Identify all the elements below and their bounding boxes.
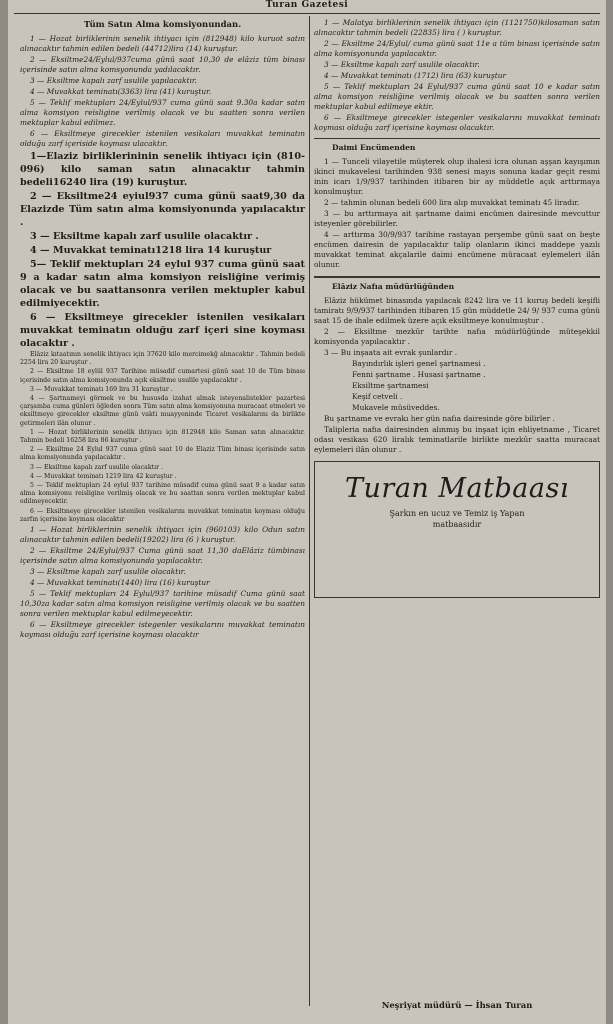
newspaper-page: [8, 0, 606, 1024]
left-column: [20, 18, 305, 641]
notice-paragraph: 4 — Muvakkat teminatı1218 lira 14 kuruştur: [30, 245, 272, 256]
notice-paragraph: 2 — Eksiltme 18 eylül 937 Tarihine müsadif cumartesi günü saat 10 de Tüm binası içerisinde satın alma komsiyonunda açık eksiltme usulile yapılacaktır .: [20, 368, 305, 384]
notice-hozat-odun: [20, 525, 305, 640]
notice-elaziz-saman: [20, 150, 305, 350]
notice-paragraph: 1—Elaziz birliklerininin senelik ihtiyacı için (810-096) kilo saman satın alınacaktır tahmin bedeli16240 lira (19) kuruştur.: [20, 151, 305, 188]
notice-paragraph: Bu şartname ve evrakı her gün nafıa dairesinde göre bilirler .: [324, 414, 555, 423]
notice-paragraph: 1 — Hozat birliklerinin senelik ihtiyacı için (960103) kilo Odun satın alınacaktır tahmin edilen bedeli(19202) lira (6 ) kuruştur.: [20, 525, 305, 545]
advert-box: [314, 461, 600, 598]
notice-paragraph: 4 — arttırma 30/9/937 tarihine rastayan perşembe günü saat on beşte encümen dairesin de yapılacaktır talip olanların ikinci maddepe yazılı muvakkat teminat akçalarile daimi encümene müracaat eylemeleri ilân olunur.: [314, 230, 600, 269]
notice-paragraph: 4 — Muvakkat teminatı (1712) lira (63) kuruştur: [324, 71, 506, 80]
notice-paragraph: 1 — Tunceli vilayetile müşterek olup ihalesi icra olunan aşşan kayışımın ikinci mukavelesi tarihinden 938 senesi mayıs sonuna kadar geçit resmi inin icarı 1/9/937 tarihinden itibaren bir ay müddetle açık arttırmaya konulmuştur.: [314, 157, 600, 196]
section-rule: [314, 138, 600, 139]
top-rule: [14, 13, 600, 14]
notice-paragraph: 3 — Eksiltme kapalı zarf usulile olacaktır.: [30, 567, 186, 577]
notice-paragraph: 3 — Eksiltme kapalı zarf usulile olacaktır .: [30, 463, 163, 471]
notice-paragraph: 6 — Eksiltmeye girecekler istegenler vesikalarını muvakkat teminatı koyması olduğu zarf içerisine koyması olacaktır.: [314, 113, 600, 132]
list-item: Mukavele müsüveddes.: [352, 403, 440, 412]
publisher-footer: Neşriyat müdürü — İhsan Turan: [381, 1000, 533, 1010]
notice-hozat-kuruot: [20, 34, 305, 149]
notice-paragraph: 5 — Teklif mektupları 24 eylul 937 tarihine müsadif cuma günü saat 9 a kadar satın alma komsiyonu reisligine verilmiş olacak ve bu saattan sonra verilen mektuplar kabul edilmeyecektir.: [20, 482, 305, 506]
notice-paragraph: Elâziz kıtaatının senelik ihtiyacı için 37620 kilo mercimekğ alınacaktır . Tahmin bedeli 2254 lira 20 kuruştur .: [20, 351, 305, 367]
notice-paragraph: 3 — bu arttırmaya ait şartname daimi encümen dairesinde mevcuttur isteyenler görebilirler.: [314, 209, 600, 228]
notice-paragraph: 2 — Eksiltme 24/Eylul/ cuma günü saat 11e a tüm binası içerisinde satın alma komisyonunda yapılacaktır.: [314, 39, 600, 58]
notice-mercimek: [20, 351, 305, 428]
masthead-title: Turan Gazetesi: [265, 0, 349, 10]
daimi-encumen-heading: Daimi Encümenden: [332, 143, 416, 152]
notice-paragraph: 3 — Eksiltme kapalı zarf usulile olacaktır.: [324, 60, 480, 69]
notice-paragraph: Talipleria nafıa dairesinden alınmış bu inşaat için ehliyetname , Ticaret odası vesikası 620 liralık teminatlarile birlikte mezkûr saatta muracaat eylemeleri ilân olunur .: [314, 425, 600, 454]
notice-paragraph: 3 — Bu inşaata ait evrak şunlardır .: [324, 348, 458, 357]
notice-paragraph: 2 — Eksiltme24/Eylul/937cuma günü saat 10,30 de elâziz tüm binası içerisinde satın alma komsyonunda yadılacaktır.: [20, 55, 305, 74]
notice-paragraph: 3 — Eksiltme kapalı zarf usulile olacaktır .: [30, 231, 259, 242]
section-rule: [314, 276, 600, 278]
right-column: [314, 18, 600, 598]
left-heading: Tüm Satın Alma komsiyonundan.: [83, 20, 242, 30]
notice-paragraph: 4 — Şartnameyi görmek ve bu hususda izahat almak isteyenalistekler pazartesi çarşamba cuma günleri öğleden sonra Tüm satın alma komsiyonuna muracaat etmeleri ve eksiltmeye girecekler eksiltme günü vakti muayyeninde Ticaret vesikalarını da birlikte getirmeleri ilân olunur .: [20, 395, 305, 427]
notice-paragraph: 3 — Muvakkat teminatı 169 lira 31 kuruştur .: [30, 385, 173, 393]
advert-title: Turan Matbaası: [345, 473, 569, 504]
notice-paragraph: 2 — Eksiltme mezkûr tarihte nafıa müdürlüğünde müteşekkil komisyonda yapılacaktır .: [314, 327, 600, 346]
notice-paragraph: 4 — Muvakkat teminatı 1219 lira 42 kuruştur .: [30, 472, 177, 480]
list-item: Eksiltme şartnamesi: [352, 381, 429, 390]
notice-hozat-saman: [20, 429, 305, 524]
notice-paragraph: Elâziz hükümet binasında yapılacak 8242 lira ve 11 kuruş bedeli keşifli tamiratı 9/9/937 tarihinden itibaren 15 gün müddetle 24/ 9/ 937 cuma günü saat 15 de ihale edilmek üzere açık eksiltmeye konulmuştur .: [314, 296, 600, 325]
notice-daimi-encumen: [314, 157, 600, 270]
notice-paragraph: 6 — Eksiltmeye girecekler istegenler vesikalarını muvakkat teminatın koyması olduğu zarf içerisine koyması olacaktır: [20, 620, 305, 640]
notice-nafia: [314, 296, 600, 455]
nafia-heading: Elâziz Nafıa müdürlüğünden: [332, 282, 455, 291]
notice-paragraph: 5 — Teklif mektupları 24/Eylul/937 cuma günü saat 9.30a kadar satın alma komsiyon reisligine verilmiş olacak ve bu saatten sonra verilen mektuplar kabul edilmez.: [20, 98, 305, 127]
notice-paragraph: 6 — Eksiltmeye girecekler istenilen vesikaları muvakkat teminatın olduğu zarf içeriside koyması ulacaktır.: [20, 129, 305, 148]
notice-paragraph: 1 — Hozat birliklerinin senelik ihtiyacı için (812948) kilo kuruot satın alınacaktır tahmin edilen bedeli (44712)lira (14) kuruştur.: [20, 34, 305, 53]
column-divider: [309, 16, 310, 1006]
notice-paragraph: 5— Teklif mektupları 24 eylul 937 cuma günü saat 9 a kadar satın alma komsiyon reisliğine verimiş olacak ve bu saattansonra verilen mektupler kabul edilmiyecektir.: [20, 259, 305, 309]
notice-paragraph: 5 — Teklif mektupları 24 Eylul/937 cuma günü saat 10 e kadar satın alma komsiyon reisliğine verilmiş olacak ve bu saatten sonra verilen mektuplar kabul edilmeye ektir.: [314, 82, 600, 111]
list-item: Bayındırlık işleri genel şartnamesi .: [352, 359, 486, 368]
notice-paragraph: 6 — Eksiltmeye girecekler istenilen vesikaları muvakkat teminatın olduğu zarf içeri sine koyması olacaktır .: [20, 312, 305, 349]
notice-paragraph: 4 — Muvakkat teminatı(3363) lira (41) kuruştur.: [30, 87, 212, 96]
notice-paragraph: 4 — Muvakkat teminatı(1440) lira (16) kuruştur: [30, 578, 210, 588]
documents-list: [314, 359, 600, 413]
notice-paragraph: 2 — Eksiltme 24 Eylul 937 cuma günü saat 10 de Elaziz Tüm binası içerisinde satın alma komsiyonunda yapılacaktır .: [20, 446, 305, 462]
notice-paragraph: 2 — Eksiltme 24/Eylul/937 Cuma günü saat 11,30 daElâziz tümbinası içerisinde satın alma komsiyonunda yapılacaktır.: [20, 546, 305, 566]
notice-paragraph: 6 — Eksiltmeye girecekler istenilen vesikalarını muvakkat teminatın koyması olduğu zarfın içerisine koyması olacaktır: [20, 507, 305, 523]
list-item: Fenni şartname . Husasi şartname .: [352, 370, 486, 379]
notice-malatya-saman: [314, 18, 600, 133]
advert-line: matbaasıdır: [432, 520, 482, 529]
list-item: Keşif cetveli .: [352, 392, 403, 401]
notice-paragraph: 1 — Malatya birliklerinin senelik ihtiyacı için (1121750)kilosaman satın alınacaktır tahmin bedeli (22835) lira ( ) kuruştur.: [314, 18, 600, 37]
advert-line: Şarkın en ucuz ve Temiz iş Yapan: [389, 509, 525, 518]
notice-paragraph: 3 — Eksiltme kapalı zarf usulile yapılacaktır.: [30, 76, 197, 85]
notice-paragraph: 2 — tahmin olunan bedeli 600 lira alıp muvakkat teminatı 45 liradır.: [324, 198, 580, 207]
notice-paragraph: 1 — Hozat birliklerinin senelik ihtiyacı için 812948 kilo Saman satın alınacaktır. Tahmin bedeli 16258 lira 86 kuruştur .: [20, 428, 305, 445]
notice-paragraph: 2 — Eksiltme24 eyiul937 cuma günü saat9,30 da Elazizde Tüm satın alma komsiyonunda yapılacaktır .: [20, 191, 305, 228]
notice-paragraph: 5 — Teklif mektupları 24 Eylul/937 tarihine müsadif Cuma günü saat 10,30za kadar satın alma komsiyon reisligine verilmiş olacak ve bu saatten sonra verilen mektuplar kabul edilmeyecektir.: [20, 589, 305, 619]
